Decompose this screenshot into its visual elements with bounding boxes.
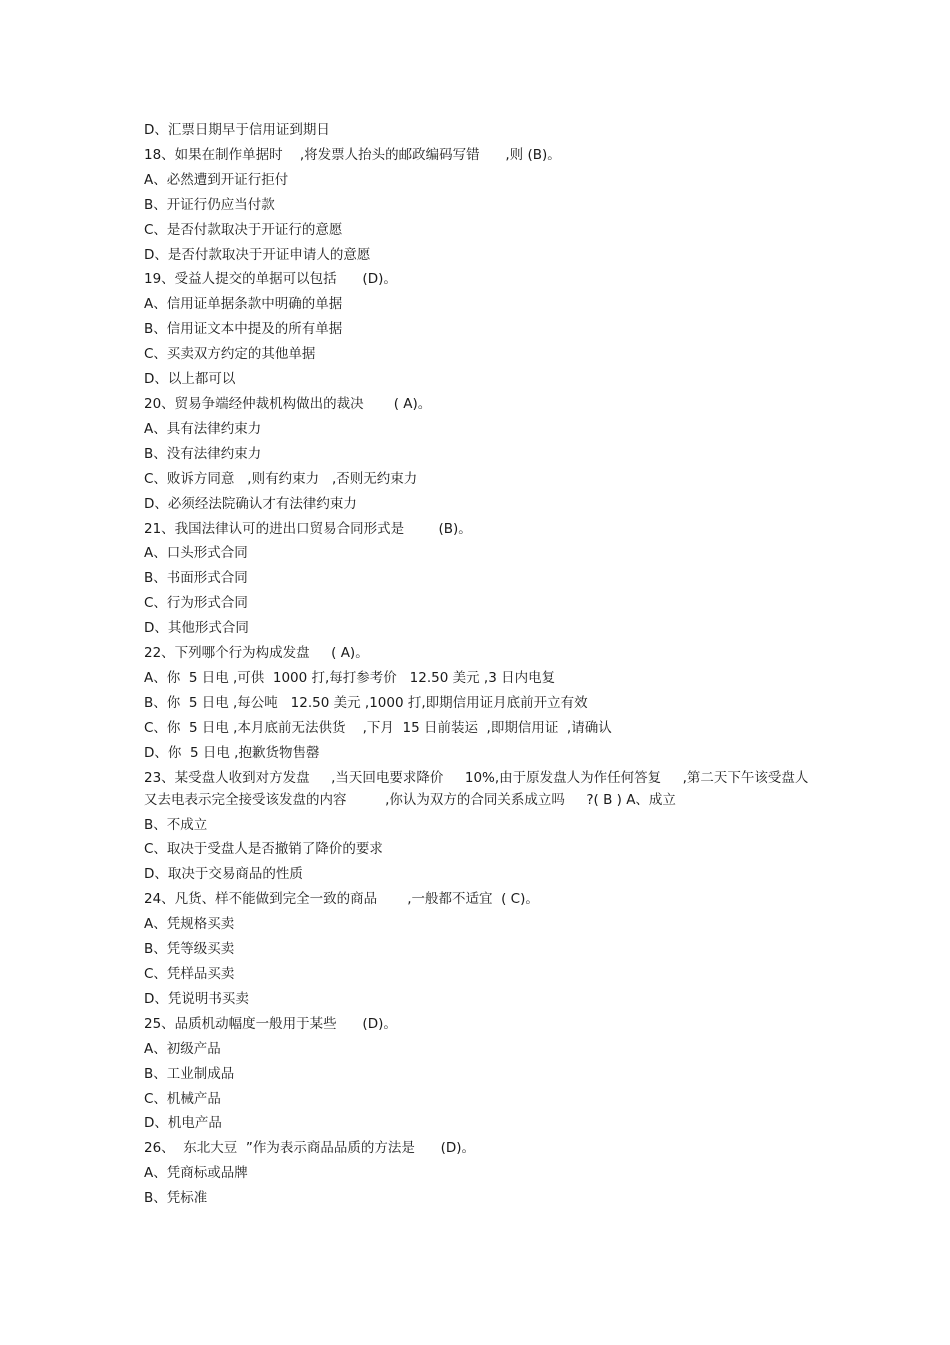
text-line: B、不成立 [144, 816, 208, 833]
text-line: D、必须经法院确认才有法律约束力 [144, 495, 357, 512]
text-line: B、凭等级买卖 [144, 941, 235, 958]
text-line: A、必然遭到开证行拒付 [144, 171, 289, 188]
text-line: D、汇票日期早于信用证到期日 [144, 122, 330, 138]
text-line: A、初级产品 [144, 1040, 221, 1057]
text-line: A、你 5 日电 ,可供 1000 打,每打参考价 12.50 美元 ,3 日内电复 [144, 669, 556, 686]
text-line: B、你 5 日电 ,每公吨 12.50 美元 ,1000 打,即期信用证月底前开立有效 [144, 694, 588, 711]
text-line: C、取决于受盘人是否撤销了降价的要求 [144, 841, 383, 858]
document-content [144, 118, 814, 1211]
text-line: A、凭商标或品牌 [144, 1165, 248, 1182]
text-line: C、你 5 日电 ,本月底前无法供货 ,下月 15 日前装运 ,即期信用证 ,请确认 [144, 719, 612, 736]
text-line: B、书面形式合同 [144, 570, 248, 587]
text-line: D、取决于交易商品的性质 [144, 866, 303, 883]
text-line: C、机械产品 [144, 1090, 221, 1107]
question-26: 26、 东北大豆 ”作为表示商品品质的方法是 (D)。 [144, 1140, 476, 1157]
text-line: D、凭说明书买卖 [144, 990, 249, 1007]
text-line: C、是否付款取决于开证行的意愿 [144, 221, 343, 238]
text-line: A、口头形式合同 [144, 545, 248, 562]
question-19: 19、受益人提交的单据可以包括 (D)。 [144, 271, 397, 288]
text-line: D、其他形式合同 [144, 620, 249, 637]
text-line: C、败诉方同意 ,则有约束力 ,否则无约束力 [144, 470, 418, 487]
text-line: D、机电产品 [144, 1115, 222, 1132]
text-line: C、买卖双方约定的其他单据 [144, 346, 316, 363]
text-line: C、行为形式合同 [144, 595, 248, 612]
question-25: 25、品质机动幅度一般用于某些 (D)。 [144, 1015, 397, 1032]
text-line: A、凭规格买卖 [144, 916, 235, 933]
text-line: B、没有法律约束力 [144, 445, 262, 462]
text-line: D、是否付款取决于开证申请人的意愿 [144, 246, 371, 263]
text-line: B、工业制成品 [144, 1065, 235, 1082]
question-18: 18、如果在制作单据时 ,将发票人抬头的邮政编码写错 ,则 (B)。 [144, 146, 561, 163]
text-line: A、信用证单据条款中明确的单据 [144, 296, 343, 313]
question-21: 21、我国法律认可的进出口贸易合同形式是 (B)。 [144, 520, 472, 537]
text-line: C、凭样品买卖 [144, 966, 235, 982]
text-line: D、以上都可以 [144, 371, 236, 388]
question-24: 24、凡货、样不能做到完全一致的商品 ,一般都不适宜 ( C)。 [144, 891, 539, 908]
text-line: D、你 5 日电 ,抱歉货物售罄 [144, 744, 320, 761]
question-23: 23、某受盘人收到对方发盘 ,当天回电要求降价 10%,由于原发盘人为作任何答复 ,第二天下午该受盘人又去电表示完全接受该发盘的内容 ,你认为双方的合同关系成立吗 ?( B ) A、成立 [144, 769, 809, 809]
question-22: 22、下列哪个行为构成发盘 ( A)。 [144, 645, 369, 662]
text-line: A、具有法律约束力 [144, 420, 262, 437]
text-line: B、信用证文本中提及的所有单据 [144, 321, 343, 338]
text-line: B、开证行仍应当付款 [144, 196, 275, 213]
question-20: 20、贸易争端经仲裁机构做出的裁决 ( A)。 [144, 395, 432, 412]
text-line: B、凭标准 [144, 1190, 208, 1207]
